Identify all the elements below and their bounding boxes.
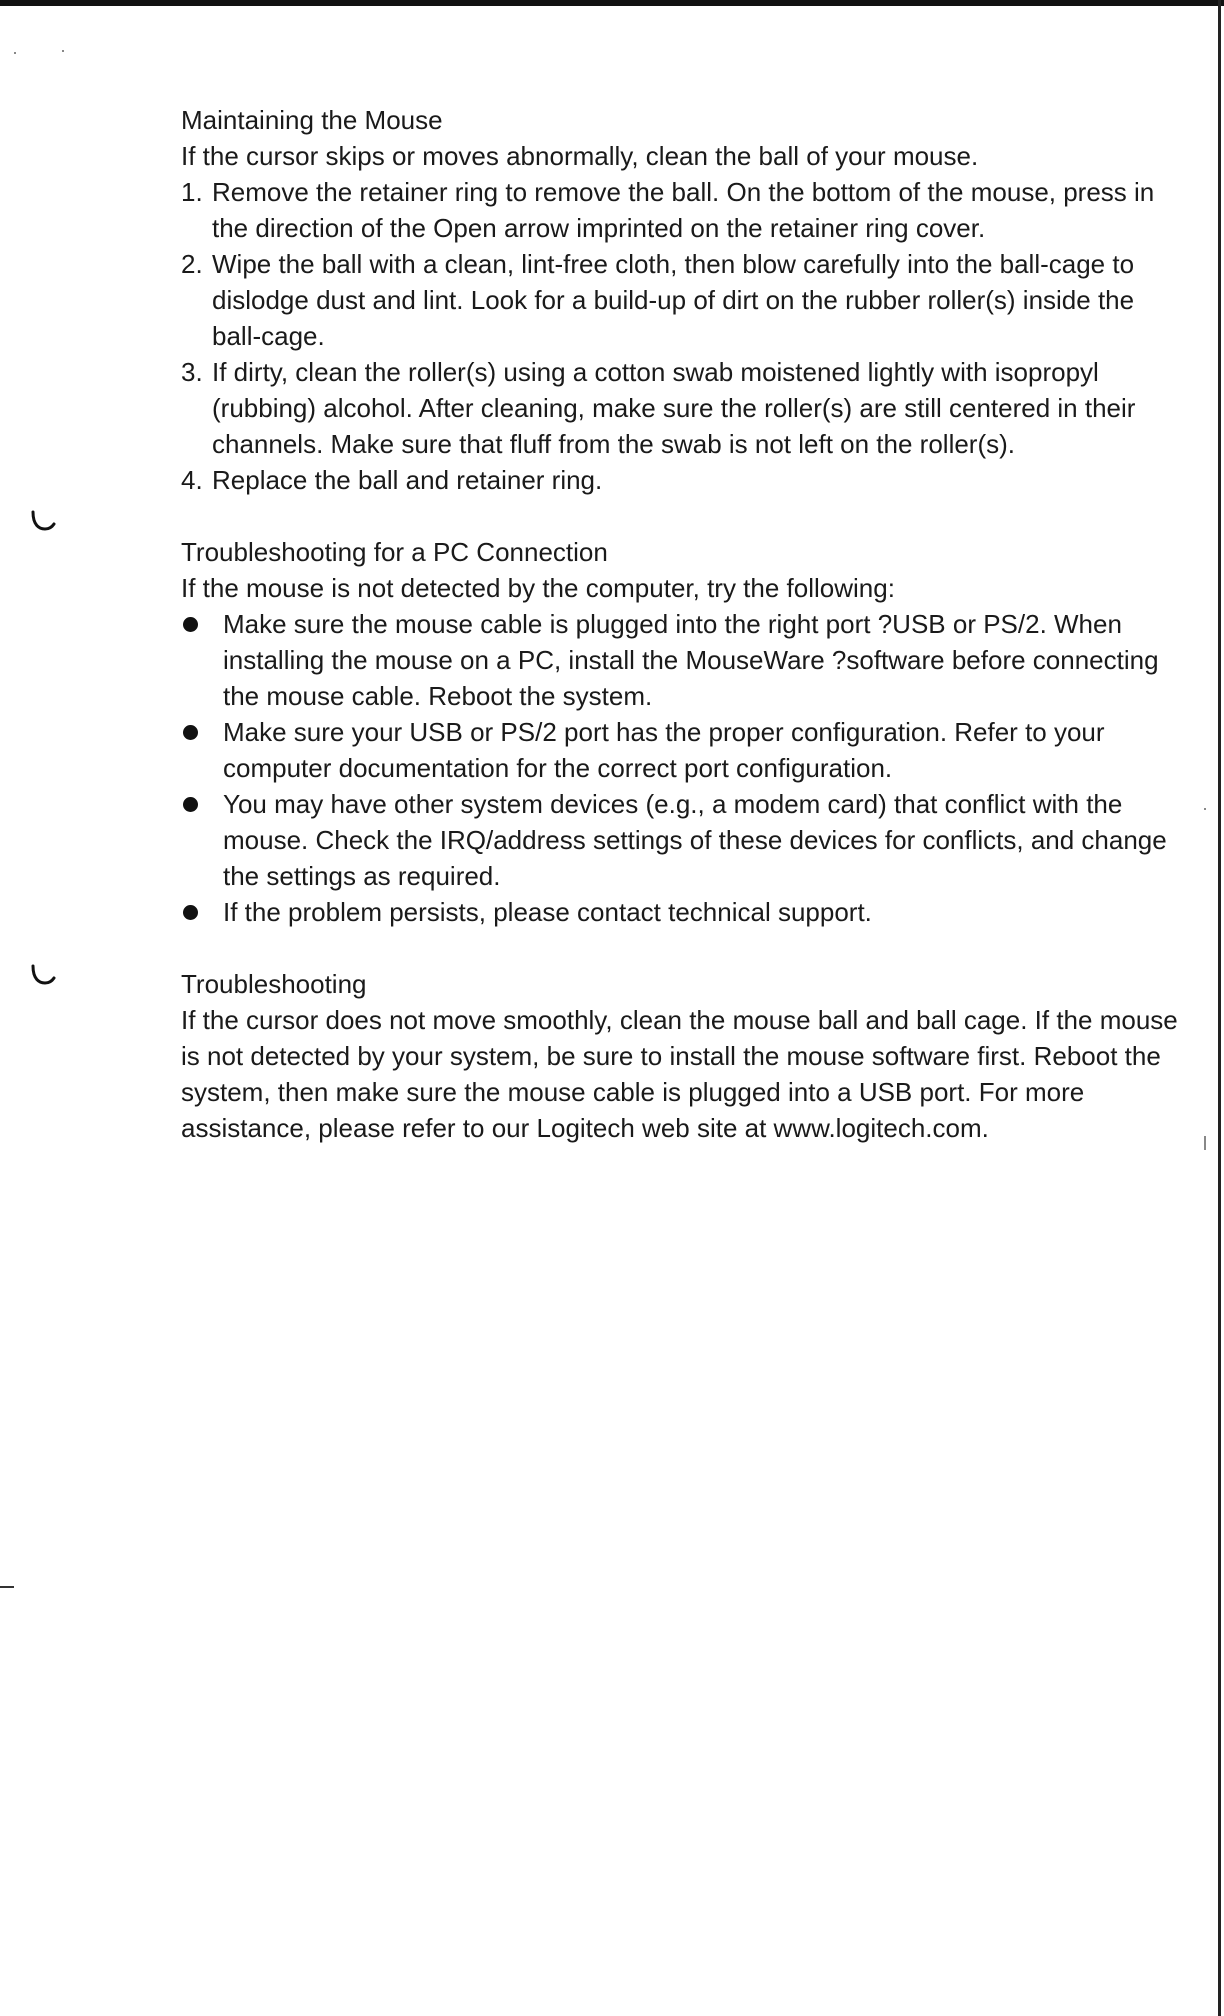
pc-connection-intro: If the mouse is not detected by the computer, try the following: [181,573,895,603]
troubleshooting-heading: Troubleshooting [181,969,367,999]
list-item [181,894,1181,930]
list-item [181,786,1181,894]
bullet-icon [183,725,198,740]
scan-speck [14,52,16,54]
step-text: Remove the retainer ring to remove the ball. On the bottom of the mouse, press in the direction of the Open arrow imprinted on the retainer ring cover. [212,177,1155,243]
list-item [181,714,1181,786]
scan-speck [1204,808,1206,810]
bullet-text: If the problem persists, please contact technical support. [223,897,872,927]
bullet-text: You may have other system devices (e.g., a modem card) that conflict with the mouse. Check the IRQ/address settings of these devices for conflicts, and change the settings as required. [223,789,1167,891]
pc-connection-section [181,534,1181,930]
step-number: 4. [181,465,203,495]
bullet-icon [183,797,198,812]
step-number: 1. [181,177,203,207]
list-item [181,606,1181,714]
step-number: 3. [181,357,203,387]
binding-hole-mark-icon [30,962,56,988]
troubleshooting-body: If the cursor does not move smoothly, clean the mouse ball and ball cage. If the mouse is not detected by your system, be sure to install the mouse software first. Reboot the system, then make sure the mouse cable is plugged into a USB port. For more assistance, please refer to our Logitech web site at www.logitech.com. [181,1005,1178,1143]
step-text: If dirty, clean the roller(s) using a cotton swab moistened lightly with isopropyl (rubbing) alcohol. After cleaning, make sure the roller(s) are still centered in their channels. Make sure that fluff from the swab is not left on the roller(s). [212,357,1136,459]
cleaning-steps-list [181,174,1181,498]
list-item [181,246,1181,354]
bullet-icon [183,617,198,632]
step-number: 2. [181,249,203,279]
pc-connection-heading: Troubleshooting for a PC Connection [181,537,608,567]
document-body [181,102,1181,1146]
scan-speck [1204,1136,1206,1150]
scan-speck [62,50,64,52]
scan-left-tick [0,1586,14,1588]
maintaining-heading: Maintaining the Mouse [181,105,443,135]
binding-hole-mark-icon [30,508,56,534]
pc-connection-bullet-list [181,606,1181,930]
scan-top-edge [0,0,1224,6]
step-text: Wipe the ball with a clean, lint-free cloth, then blow carefully into the ball-cage to dislodge dust and lint. Look for a build-up of dirt on the rubber roller(s) inside the ball-cage. [212,249,1135,351]
scan-right-edge [1218,0,1221,2016]
list-item [181,462,1181,498]
maintaining-intro: If the cursor skips or moves abnormally, clean the ball of your mouse. [181,141,979,171]
step-text: Replace the ball and retainer ring. [212,465,603,495]
bullet-text: Make sure your USB or PS/2 port has the proper configuration. Refer to your computer documentation for the correct port configuration. [223,717,1105,783]
list-item [181,174,1181,246]
troubleshooting-section [181,966,1181,1146]
bullet-icon [183,905,198,920]
list-item [181,354,1181,462]
bullet-text: Make sure the mouse cable is plugged into the right port ?USB or PS/2. When installing the mouse on a PC, install the MouseWare ?software before connecting the mouse cable. Reboot the system. [223,609,1159,711]
maintaining-section [181,102,1181,498]
